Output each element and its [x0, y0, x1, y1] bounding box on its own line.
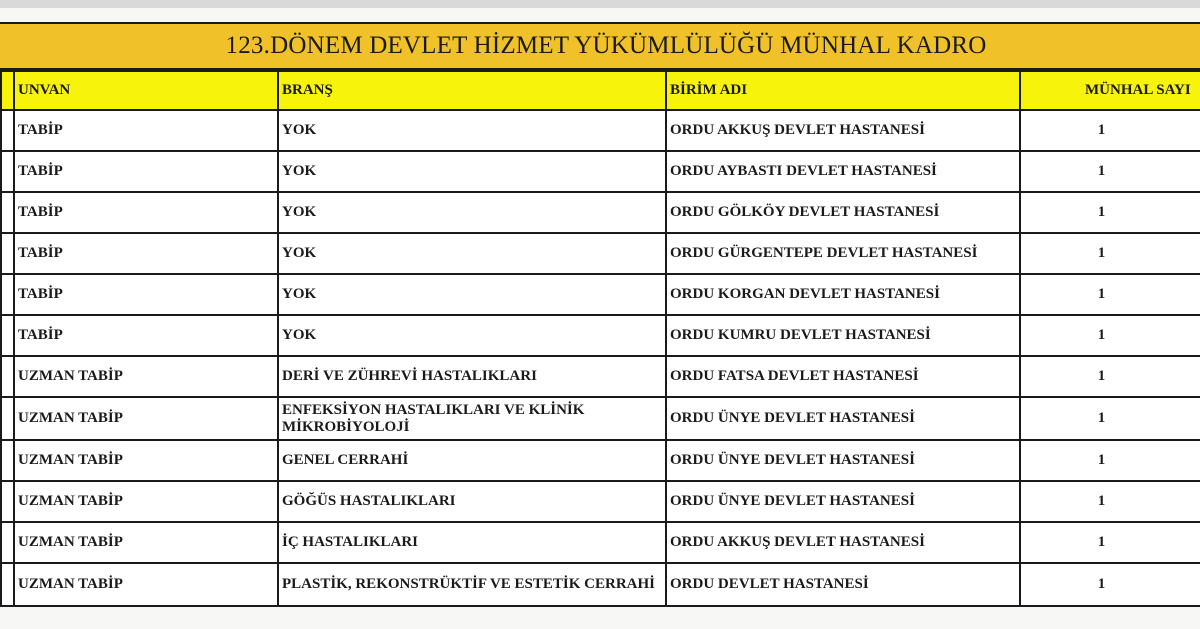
row-lead-cell [1, 481, 14, 522]
cell-unvan: UZMAN TABİP [14, 522, 278, 563]
cell-unvan: TABİP [14, 192, 278, 233]
header-row [1, 71, 1200, 110]
cell-unvan: TABİP [14, 151, 278, 192]
table-row [1, 110, 1200, 151]
cell-birim: ORDU FATSA DEVLET HASTANESİ [666, 356, 1020, 397]
cell-unvan: TABİP [14, 110, 278, 151]
table-row [1, 481, 1200, 522]
cell-birim: ORDU KORGAN DEVLET HASTANESİ [666, 274, 1020, 315]
cell-sayi: 1 [1020, 481, 1200, 522]
cell-sayi: 1 [1020, 192, 1200, 233]
cell-birim: ORDU ÜNYE DEVLET HASTANESİ [666, 481, 1020, 522]
cell-birim: ORDU AYBASTI DEVLET HASTANESİ [666, 151, 1020, 192]
cell-brans: ENFEKSİYON HASTALIKLARI VE KLİNİK MİKROBİYOLOJİ [278, 397, 666, 440]
cell-birim: ORDU KUMRU DEVLET HASTANESİ [666, 315, 1020, 356]
table-row [1, 563, 1200, 606]
cell-brans: GÖĞÜS HASTALIKLARI [278, 481, 666, 522]
cell-brans: YOK [278, 151, 666, 192]
row-lead-cell [1, 274, 14, 315]
table-row [1, 440, 1200, 481]
vacancy-table-sheet [0, 22, 1200, 607]
cell-birim: ORDU GÖLKÖY DEVLET HASTANESİ [666, 192, 1020, 233]
cell-unvan: TABİP [14, 274, 278, 315]
row-lead-cell [1, 397, 14, 440]
cell-sayi: 1 [1020, 563, 1200, 606]
cell-unvan: UZMAN TABİP [14, 481, 278, 522]
cell-sayi: 1 [1020, 440, 1200, 481]
cell-sayi: 1 [1020, 522, 1200, 563]
cell-brans: İÇ HASTALIKLARI [278, 522, 666, 563]
cell-brans: DERİ VE ZÜHREVİ HASTALIKLARI [278, 356, 666, 397]
cell-brans: YOK [278, 274, 666, 315]
header-sayi: MÜNHAL SAYI [1020, 71, 1200, 110]
table-row [1, 151, 1200, 192]
cell-birim: ORDU ÜNYE DEVLET HASTANESİ [666, 397, 1020, 440]
cell-sayi: 1 [1020, 233, 1200, 274]
cell-birim: ORDU DEVLET HASTANESİ [666, 563, 1020, 606]
cell-unvan: UZMAN TABİP [14, 563, 278, 606]
cell-sayi: 1 [1020, 397, 1200, 440]
cell-sayi: 1 [1020, 356, 1200, 397]
cell-brans: YOK [278, 110, 666, 151]
table-row [1, 192, 1200, 233]
table-row [1, 315, 1200, 356]
row-lead-cell [1, 356, 14, 397]
cell-birim: ORDU ÜNYE DEVLET HASTANESİ [666, 440, 1020, 481]
header-unvan: UNVAN [14, 71, 278, 110]
vacancy-table [0, 70, 1200, 607]
cell-brans: YOK [278, 315, 666, 356]
table-row [1, 274, 1200, 315]
header-lead-cell [1, 71, 14, 110]
table-title: 123.DÖNEM DEVLET HİZMET YÜKÜMLÜLÜĞÜ MÜNHAL KADRO [0, 24, 1200, 70]
row-lead-cell [1, 151, 14, 192]
top-strip [0, 0, 1200, 8]
row-lead-cell [1, 110, 14, 151]
row-lead-cell [1, 563, 14, 606]
cell-brans: PLASTİK, REKONSTRÜKTİF VE ESTETİK CERRAHİ [278, 563, 666, 606]
cell-birim: ORDU AKKUŞ DEVLET HASTANESİ [666, 522, 1020, 563]
cell-birim: ORDU AKKUŞ DEVLET HASTANESİ [666, 110, 1020, 151]
row-lead-cell [1, 233, 14, 274]
cell-sayi: 1 [1020, 110, 1200, 151]
row-lead-cell [1, 192, 14, 233]
table-row [1, 397, 1200, 440]
table-row [1, 522, 1200, 563]
cell-unvan: TABİP [14, 233, 278, 274]
row-lead-cell [1, 315, 14, 356]
table-row [1, 233, 1200, 274]
cell-sayi: 1 [1020, 274, 1200, 315]
cell-brans: YOK [278, 192, 666, 233]
cell-brans: GENEL CERRAHİ [278, 440, 666, 481]
cell-unvan: UZMAN TABİP [14, 356, 278, 397]
cell-unvan: UZMAN TABİP [14, 397, 278, 440]
cell-sayi: 1 [1020, 315, 1200, 356]
cell-birim: ORDU GÜRGENTEPE DEVLET HASTANESİ [666, 233, 1020, 274]
cell-unvan: TABİP [14, 315, 278, 356]
header-brans: BRANŞ [278, 71, 666, 110]
table-row [1, 356, 1200, 397]
header-birim: BİRİM ADI [666, 71, 1020, 110]
cell-unvan: UZMAN TABİP [14, 440, 278, 481]
cell-brans: YOK [278, 233, 666, 274]
row-lead-cell [1, 522, 14, 563]
cell-sayi: 1 [1020, 151, 1200, 192]
row-lead-cell [1, 440, 14, 481]
